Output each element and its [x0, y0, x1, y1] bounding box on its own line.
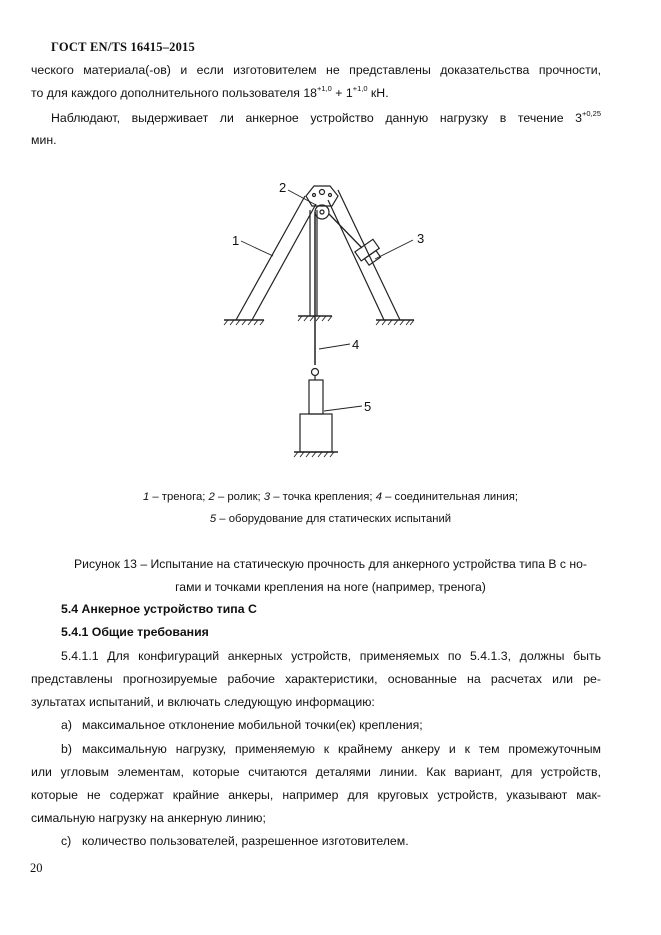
list-item-b-line-3: которые не содержат крайние анкеры, например для круговых устройств, указывают мак- — [31, 788, 601, 802]
figure-legend-line-2: 5 – оборудование для статических испытаний — [209, 513, 452, 525]
test-equipment-rod — [309, 380, 323, 414]
figure-caption-line-1: Рисунок 13 – Испытание на статическую прочность для анкерного устройства типа B с но- — [74, 557, 587, 571]
list-item-b-line-1: максимальную нагрузку, применяемую к крайнему анкеру и к тем промежуточным — [82, 742, 601, 756]
intro-line-3: Наблюдают, выдерживает ли анкерное устройство данную нагрузку в течение $3^{+0,25}$ — [51, 109, 601, 125]
leader-4 — [319, 344, 350, 349]
subsection-heading: 5.4.1 Общие требования — [61, 625, 209, 639]
page-number: 20 — [30, 861, 43, 875]
figure-legend-line-1: 1 – тренога; 2 – ролик; 3 – точка крепления; 4 – соединительная линия; — [142, 491, 519, 503]
para-line-3: зультатах испытаний, и включать следующую информацию: — [31, 695, 375, 709]
anchor-attachment-point — [355, 239, 384, 267]
para-line-2: представлены прогнозируемые рабочие характеристики, основанные на расчетах или ре- — [31, 672, 601, 686]
list-item-c-label: c) — [61, 834, 72, 848]
para-line-1: 5.4.1.1 Для конфигураций анкерных устройств, применяемых по 5.4.1.3, должны быть — [61, 649, 601, 663]
callout-5: 5 — [364, 399, 372, 414]
figure-caption-line-2: гами и точками крепления на ноге (например, тренога) — [175, 580, 486, 594]
list-item-b-label: b) — [61, 742, 72, 756]
list-item-c-text: количество пользователей, разрешенное изготовителем. — [82, 834, 409, 848]
list-item-b-line-4: симальную нагрузку на анкерную линию; — [31, 811, 266, 825]
leader-1 — [241, 241, 273, 256]
tripod-left-leg-outer — [236, 196, 305, 320]
section-heading: 5.4 Анкерное устройство типа C — [61, 602, 257, 616]
callout-4: 4 — [352, 337, 360, 352]
pulley-axle — [320, 210, 324, 214]
hook-ring — [312, 369, 319, 376]
intro-line-4: мин. — [31, 133, 57, 147]
intro-line-1: ческого материала(-ов) и если изготовителем не представлены доказательства прочности, — [31, 63, 601, 77]
intro-line-2: то для каждого дополнительного пользователя $18^{+1,0} + 1^{+1,0}$ кН. — [31, 84, 389, 100]
list-item-a-label: a) — [61, 718, 72, 732]
leader-2 — [288, 190, 316, 205]
head-pivot — [320, 190, 325, 195]
tripod-left-leg-inner — [252, 204, 316, 320]
document-header: ГОСТ EN/TS 16415–2015 — [51, 40, 195, 54]
callout-1: 1 — [232, 233, 240, 248]
leader-5 — [324, 406, 362, 411]
list-item-a-text: максимальное отклонение мобильной точки(ек) крепления; — [82, 718, 423, 732]
list-item-b-line-2: или угловым элементам, которые считаются деталями линии. Как вариант, для устройств, — [31, 765, 601, 779]
test-equipment-weight — [300, 414, 332, 452]
callout-2: 2 — [279, 180, 287, 195]
leader-3 — [375, 240, 413, 259]
callout-3: 3 — [417, 231, 425, 246]
